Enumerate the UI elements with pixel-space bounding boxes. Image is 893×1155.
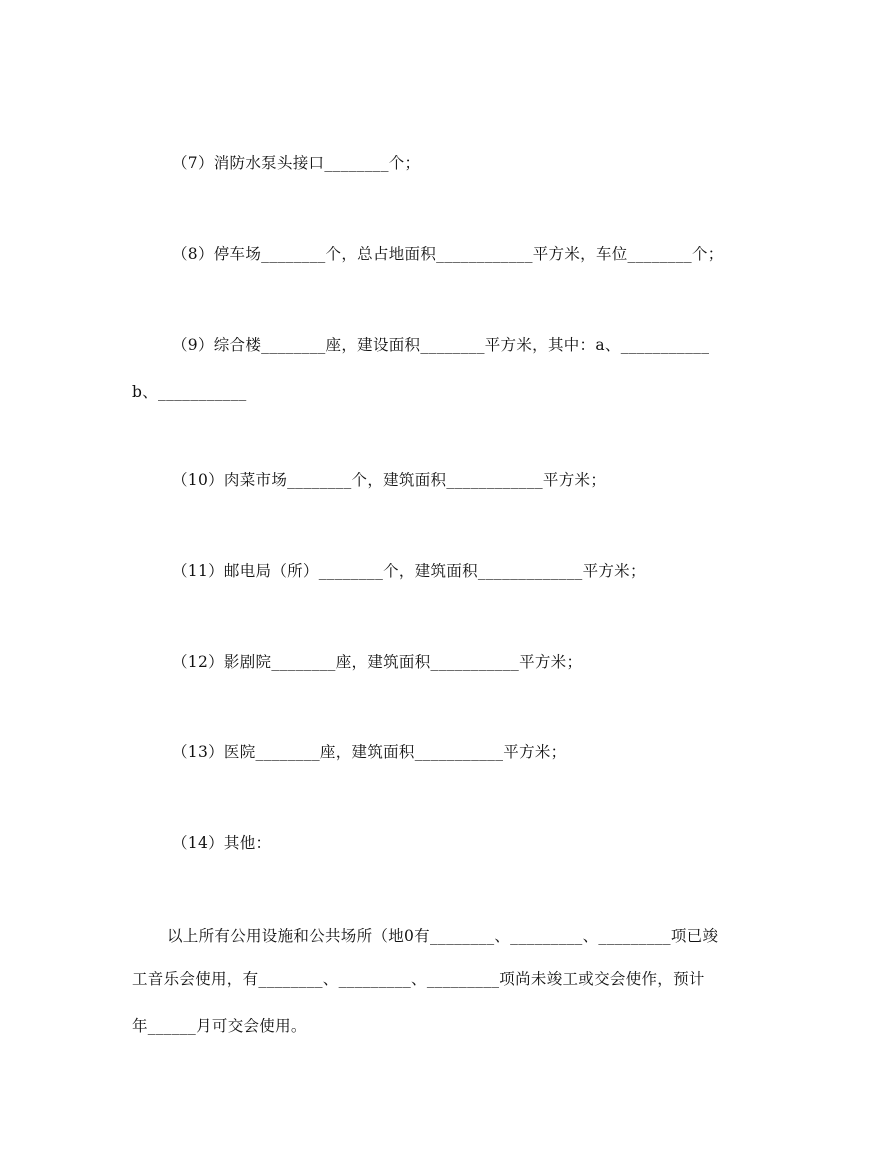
summary-paragraph-line-3: 年______月可交会使用。 — [132, 1017, 307, 1035]
item-8: （8）停车场________个，总占地面积____________平方米，车位________个； — [172, 245, 724, 263]
item-10: （10）肉菜市场________个，建筑面积____________平方米； — [172, 471, 607, 489]
summary-paragraph-line-2: 工音乐会使用，有________、_________、_________项尚未竣工或交会使作，预计 — [132, 970, 705, 988]
item-12: （12）影剧院________座，建筑面积___________平方米； — [172, 653, 583, 671]
item-9-line-1: （9）综合楼________座，建设面积________平方米，其中：a、___________ — [172, 336, 710, 354]
item-14: （14）其他： — [172, 834, 272, 852]
item-11: （11）邮电局（所）________个，建筑面积_____________平方米； — [172, 562, 646, 580]
item-7: （7）消防水泵头接口________个； — [172, 154, 421, 172]
item-9-line-2: b、___________ — [132, 383, 247, 401]
summary-paragraph-line-1: 以上所有公用设施和公共场所（地0有________、_________、_________项已竣 — [167, 927, 719, 945]
item-13: （13）医院________座，建筑面积___________平方米； — [172, 743, 567, 761]
